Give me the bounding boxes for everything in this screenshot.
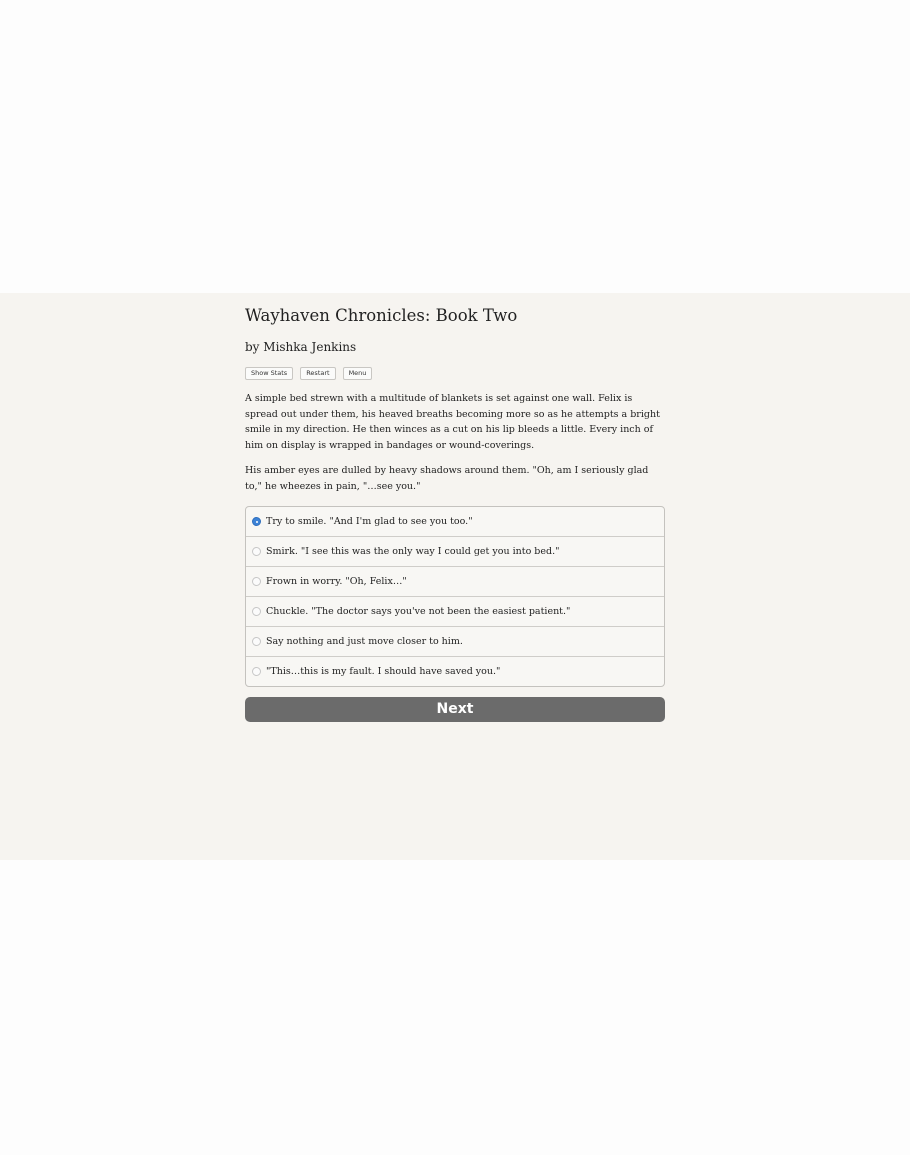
menu-button[interactable]: Menu: [343, 367, 373, 380]
choice-option-1[interactable]: [246, 507, 664, 536]
story-paragraph: A simple bed strewn with a multitude of blankets is set against one wall. Felix is spread out under them, his heaved breaths becoming more so as he attempts a bright smile in my direction. He then winces as a cut on his lip bleeds a little. Every inch of him on display is wrapped in bandages or wound-coverings.: [245, 393, 660, 451]
radio-button[interactable]: [252, 667, 261, 676]
toolbar: [245, 367, 665, 380]
choice-option-4[interactable]: [246, 596, 664, 626]
choice-label: Frown in worry. "Oh, Felix…": [266, 576, 407, 587]
choice-label: Say nothing and just move closer to him.: [266, 636, 463, 647]
choice-option-6[interactable]: [246, 656, 664, 686]
choice-label: "This…this is my fault. I should have saved you.": [266, 666, 501, 677]
radio-button[interactable]: [252, 607, 261, 616]
game-title: Wayhaven Chronicles: Book Two: [245, 306, 518, 325]
radio-button[interactable]: [252, 637, 261, 646]
game-content: [245, 300, 665, 722]
restart-button[interactable]: Restart: [300, 367, 335, 380]
choice-option-5[interactable]: [246, 626, 664, 656]
choice-option-3[interactable]: [246, 566, 664, 596]
choice-label: Smirk. "I see this was the only way I could get you into bed.": [266, 546, 560, 557]
radio-button[interactable]: [252, 517, 261, 526]
story-paragraph: His amber eyes are dulled by heavy shadows around them. "Oh, am I seriously glad to," he wheezes in pain, "…see you.": [245, 465, 649, 492]
choice-list: [245, 506, 665, 687]
radio-button[interactable]: [252, 547, 261, 556]
show-stats-button[interactable]: Show Stats: [245, 367, 293, 380]
next-button[interactable]: Next: [245, 697, 665, 722]
radio-button[interactable]: [252, 577, 261, 586]
game-author: by Mishka Jenkins: [245, 340, 357, 354]
choice-label: Try to smile. "And I'm glad to see you too.": [266, 516, 473, 527]
choice-option-2[interactable]: [246, 536, 664, 566]
choice-label: Chuckle. "The doctor says you've not been the easiest patient.": [266, 606, 571, 617]
